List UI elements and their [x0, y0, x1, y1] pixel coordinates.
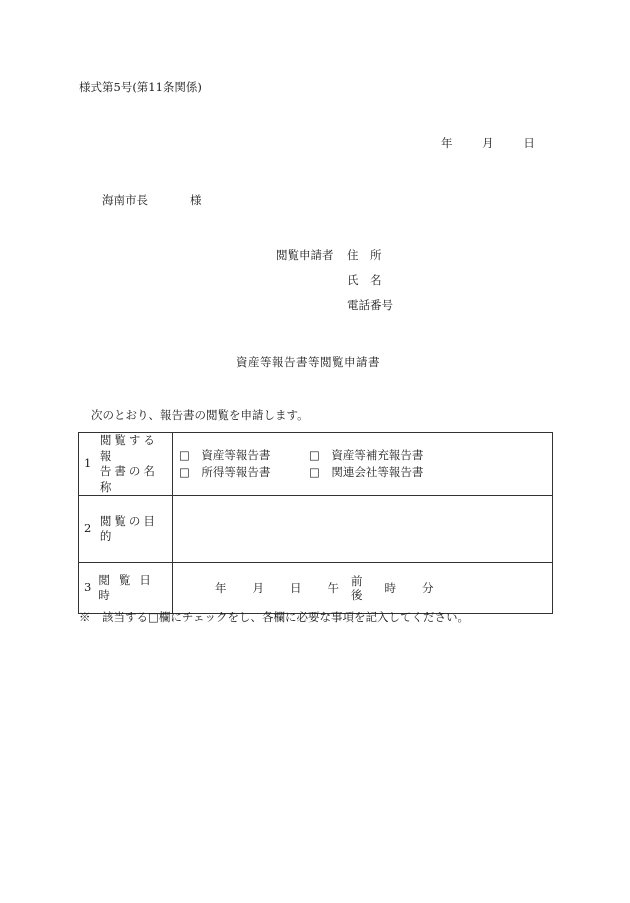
row1-number: 1: [84, 456, 92, 471]
option-asset-report[interactable]: □ 資産等報告書: [179, 448, 271, 463]
date-line: [441, 138, 535, 150]
option-asset-supplement-report[interactable]: □ 資産等補充報告書: [309, 448, 424, 463]
view-pm: 後: [351, 588, 363, 603]
application-table: [78, 432, 553, 614]
view-gozen-go: 午: [327, 580, 339, 595]
option-income-report[interactable]: □ 所得等報告書: [179, 465, 271, 480]
am-pm-stack: [351, 574, 363, 603]
row3-label-cell: [79, 563, 173, 614]
view-year: 年: [215, 580, 227, 595]
table-row: [79, 563, 553, 614]
date-year: 年: [441, 136, 453, 150]
view-minute: 分: [422, 580, 434, 595]
option-affiliate-report[interactable]: □ 関連会社等報告書: [309, 465, 424, 480]
addressee: [102, 195, 202, 207]
view-hour: 時: [384, 580, 396, 595]
row2-label-cell: [79, 496, 173, 563]
phone-label: 電話番号: [347, 298, 393, 312]
form-number: 様式第5号(第11条関係): [79, 80, 202, 94]
footnote: ※ 該当する□欄にチェックをし、各欄に必要な事項を記入してください。: [79, 610, 470, 624]
date-month: 月: [482, 136, 494, 150]
row3-number: 3: [84, 580, 92, 595]
table-row: [79, 496, 553, 563]
addressee-name: 海南市長: [102, 193, 148, 207]
address-label: 住 所: [347, 248, 382, 262]
row3-label: 閲覧日時: [98, 572, 160, 603]
view-day: 日: [290, 580, 302, 595]
table-row: [79, 433, 553, 496]
applicant-label: 閲覧申請者: [276, 248, 334, 262]
row1-options-cell: [173, 433, 553, 496]
intro-text: 次のとおり、報告書の閲覧を申請します。: [91, 408, 309, 422]
view-datetime-field[interactable]: [173, 563, 553, 614]
view-am: 前: [351, 573, 363, 588]
view-month: 月: [252, 580, 264, 595]
row1-label-line2: 告書の名称: [99, 464, 158, 494]
name-label: 氏 名: [347, 273, 382, 287]
addressee-honorific: 様: [190, 193, 202, 207]
row1-label-cell: [79, 433, 173, 496]
date-day: 日: [523, 136, 535, 150]
row2-label: 閲覧の目的: [99, 513, 158, 544]
row1-label-line1: 閲覧する報: [99, 433, 158, 463]
document-title: 資産等報告書等閲覧申請書: [236, 355, 380, 369]
purpose-field[interactable]: [173, 496, 553, 563]
row2-number: 2: [84, 521, 92, 536]
